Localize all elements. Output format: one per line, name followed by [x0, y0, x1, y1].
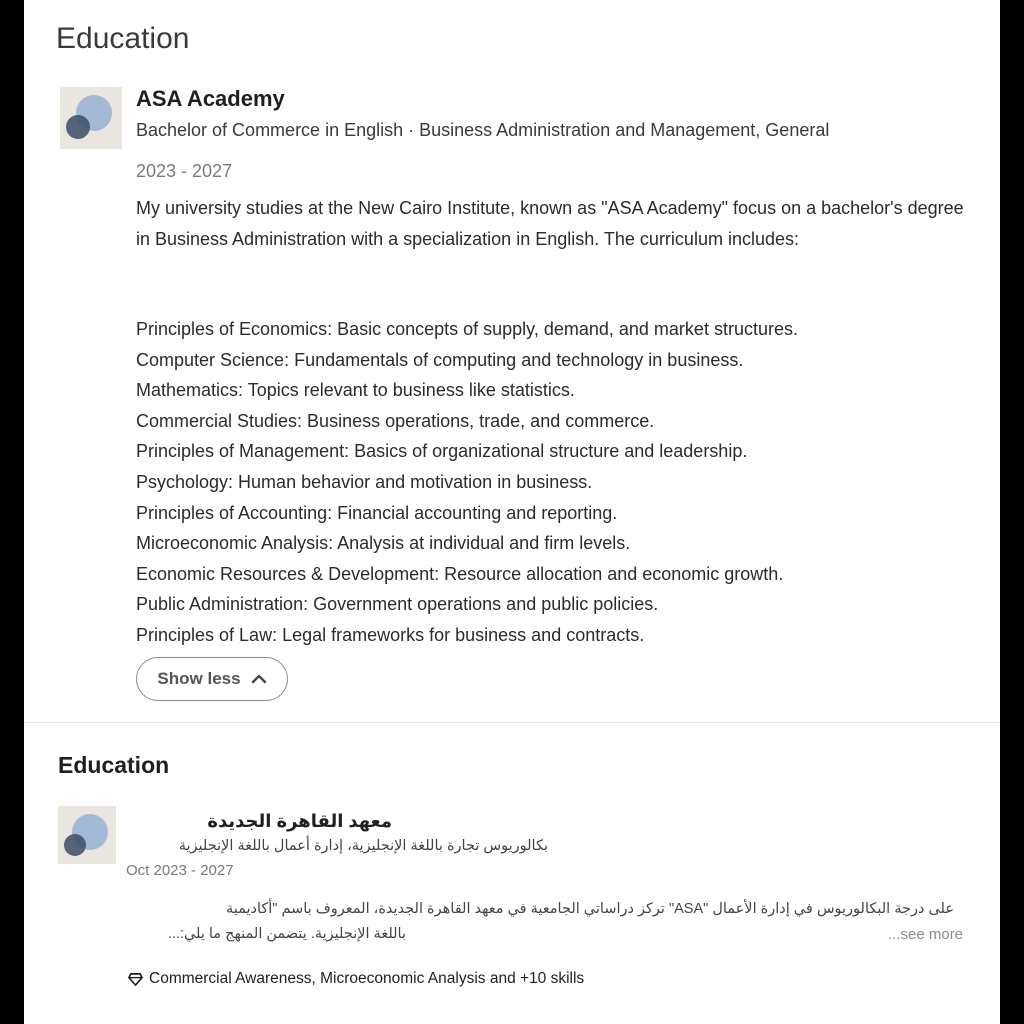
list-item: Public Administration: Government operations and public policies.	[136, 594, 659, 615]
list-item: Mathematics: Topics relevant to business like statistics.	[136, 380, 575, 401]
skills-summary[interactable]	[128, 970, 584, 988]
description-intro: My university studies at the New Cairo Institute, known as "ASA Academy" focus on a bachelor's degree in Business Administration with a specialization in English. The curriculum includes:	[136, 198, 964, 249]
list-item: Economic Resources & Development: Resource allocation and economic growth.	[136, 563, 784, 584]
description-line: باللغة الإنجليزية. يتضمن المنهج ما يلي:...	[167, 926, 406, 942]
list-item: Principles of Accounting: Financial accounting and reporting.	[136, 502, 618, 523]
list-item: Microeconomic Analysis: Analysis at individual and firm levels.	[136, 533, 631, 554]
chevron-up-icon	[251, 674, 267, 684]
degree-field: بكالوريوس تجارة باللغة الإنجليزية، إدارة أعمال باللغة الإنجليزية	[178, 838, 548, 854]
show-less-button[interactable]	[136, 657, 288, 701]
skills-label: Commercial Awareness, Microeconomic Analysis and +10 skills	[149, 970, 585, 987]
see-more-button[interactable]: ...see more	[888, 926, 964, 943]
list-item: Principles of Management: Basics of organizational structure and leadership.	[136, 441, 748, 462]
school-name[interactable]: ASA Academy	[136, 86, 285, 111]
logo-circle-icon	[66, 115, 90, 139]
section-heading: Education	[58, 752, 170, 778]
list-item: Computer Science: Fundamentals of computing and technology in business.	[136, 349, 744, 370]
diamond-icon	[128, 972, 143, 987]
subjects-list	[136, 314, 798, 651]
education-dates: Oct 2023 - 2027	[126, 862, 234, 879]
list-item: Commercial Studies: Business operations, trade, and commerce.	[136, 410, 655, 431]
school-logo[interactable]	[58, 806, 116, 864]
profile-panel	[24, 0, 1000, 1024]
education-dates: 2023 - 2027	[136, 161, 233, 181]
section-heading: Education	[56, 22, 190, 55]
education-card-english	[24, 0, 1000, 723]
school-name[interactable]: معهد القاهرة الجديدة	[207, 811, 392, 831]
education-description	[136, 193, 976, 254]
school-logo[interactable]	[60, 87, 122, 149]
list-item: Principles of Law: Legal frameworks for business and contracts.	[136, 624, 645, 645]
logo-circle-icon	[64, 834, 86, 856]
list-item: Principles of Economics: Basic concepts of supply, demand, and market structures.	[136, 319, 798, 339]
degree-field: Bachelor of Commerce in English · Business Administration and Management, General	[136, 120, 830, 140]
description-line: على درجة البكالوريوس في إدارة الأعمال "ASA" تركز دراساتي الجامعية في معهد القاهرة الجديدة، المعروف باسم "أكاديمية	[225, 901, 954, 917]
list-item: Psychology: Human behavior and motivation in business.	[136, 471, 593, 492]
show-less-label: Show less	[157, 669, 241, 688]
